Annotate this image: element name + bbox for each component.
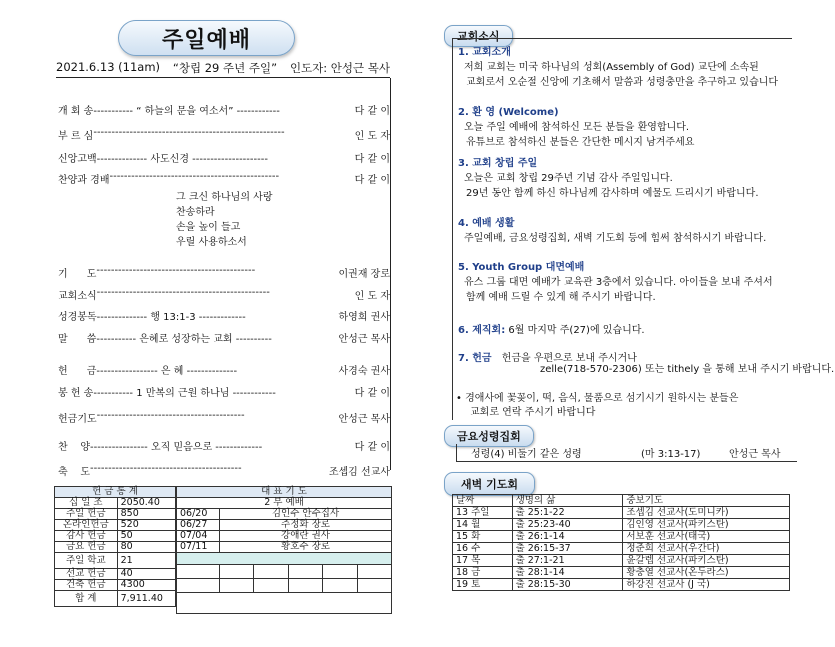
order-item bbox=[58, 330, 390, 345]
offering-amount: 2050.40 bbox=[117, 498, 175, 509]
offering-kind: 온라인헌금 bbox=[55, 520, 118, 531]
prayer-date: 06/27 bbox=[177, 520, 220, 531]
order-leader: 안성근 목사 bbox=[338, 334, 390, 345]
order-label: 말 씀 bbox=[58, 334, 97, 345]
dawn-cell: 15 화 bbox=[453, 531, 513, 543]
order-item bbox=[58, 265, 390, 280]
dawn-cell: 18 금 bbox=[453, 567, 513, 579]
offering-row bbox=[55, 580, 176, 591]
prayer-table bbox=[176, 486, 392, 614]
offering-row bbox=[55, 509, 176, 520]
dawn-cell: 출 25:1-22 bbox=[512, 507, 623, 519]
order-detail: ----------------- 은 혜 -------------- bbox=[96, 366, 238, 377]
friday-row bbox=[456, 444, 797, 462]
order-label: 신앙고백 bbox=[58, 154, 97, 165]
offering-row bbox=[55, 498, 176, 509]
lyric-line: 찬송하라 bbox=[176, 207, 215, 218]
dawn-cell: 13 주일 bbox=[453, 507, 513, 519]
order-item bbox=[58, 362, 390, 377]
dawn-row bbox=[453, 531, 790, 543]
news-line: 유튜브로 참석하신 분들은 간단한 메시지 남겨주세요 bbox=[466, 137, 695, 148]
order-label: 찬 양 bbox=[58, 442, 91, 453]
prayer-date: 07/04 bbox=[177, 531, 220, 542]
lyrics bbox=[176, 190, 272, 250]
order-item bbox=[58, 438, 390, 453]
offering-amount: 80 bbox=[117, 542, 175, 553]
prayer-header: 대 표 기 도 bbox=[177, 487, 392, 498]
order-item bbox=[58, 463, 390, 478]
offering-kind: 감사 헌금 bbox=[55, 531, 118, 542]
dawn-row bbox=[453, 567, 790, 579]
order-leader: 사경숙 권사 bbox=[335, 366, 390, 377]
dawn-cell: 정준희 선교사(우간다) bbox=[623, 543, 790, 555]
order-detail: ------------------------------------------------ bbox=[96, 287, 270, 298]
friday-title: 금요성령집회 bbox=[444, 425, 534, 447]
divider bbox=[390, 78, 391, 470]
order-item bbox=[58, 102, 390, 117]
order-label: 축 도 bbox=[58, 467, 91, 478]
dawn-row bbox=[453, 543, 790, 555]
news-item bbox=[458, 217, 766, 246]
offering-kind: 선교 헌금 bbox=[55, 569, 118, 580]
order-leader: 인 도 자 bbox=[354, 131, 390, 142]
dawn-row bbox=[453, 555, 790, 567]
news-item bbox=[458, 46, 778, 90]
divider bbox=[452, 38, 453, 420]
order-label: 기 도 bbox=[58, 269, 97, 280]
order-label: 헌금기도 bbox=[58, 414, 97, 425]
order-detail: ----------------------------------------------------- bbox=[93, 127, 285, 138]
order-detail: -------------- 사도신경 --------------------- bbox=[96, 154, 268, 165]
offering-table bbox=[54, 486, 176, 607]
offering-row bbox=[55, 569, 176, 580]
order-leader: 다 같 이 bbox=[351, 106, 390, 117]
offering-header: 헌 금 통 계 bbox=[55, 487, 176, 498]
dawn-cell: 출 25:23-40 bbox=[512, 519, 623, 531]
dawn-row bbox=[453, 579, 790, 591]
prayer-row bbox=[177, 509, 392, 520]
order-item bbox=[58, 308, 390, 323]
dawn-header: 중보기도 bbox=[623, 495, 790, 507]
offering-kind: 건축 헌금 bbox=[55, 580, 118, 591]
order-item bbox=[58, 171, 390, 186]
order-detail: ----------------------------------------------- bbox=[109, 171, 280, 182]
order-leader: 조셉김 선교사 bbox=[328, 467, 390, 478]
offering-kind: 금요 헌금 bbox=[55, 542, 118, 553]
order-detail: ----------------------------------------- bbox=[96, 410, 245, 421]
offering-amount: 4300 bbox=[117, 580, 175, 591]
order-detail: ---------------- 오직 믿음으로 ------------- bbox=[90, 442, 263, 453]
news-heading: 5. Youth Group 대면예배 bbox=[458, 262, 585, 273]
order-label: 개 회 송 bbox=[58, 106, 94, 117]
offering-amount: 21 bbox=[117, 553, 175, 569]
news-heading: 1. 교회소개 bbox=[458, 47, 511, 58]
dawn-cell: 윤갈렙 선교사(파키스탄) bbox=[623, 555, 790, 567]
page-title: 주일예배 bbox=[118, 20, 295, 56]
service-date: 2021.6.13 (11am) bbox=[56, 60, 161, 74]
offering-amount: 520 bbox=[117, 520, 175, 531]
dawn-cell: 16 수 bbox=[453, 543, 513, 555]
news-line: 함께 예배 드릴 수 있게 해 주시기 바랍니다. bbox=[466, 292, 656, 303]
news-heading: 2. 환 영 (Welcome) bbox=[458, 107, 559, 118]
order-label: 찬양과 경배 bbox=[58, 175, 110, 186]
news-item bbox=[458, 261, 773, 305]
prayer-name: 강애란 권사 bbox=[220, 531, 392, 542]
dawn-cell: 출 28:1-14 bbox=[512, 567, 623, 579]
prayer-date: 07/11 bbox=[177, 542, 220, 553]
order-detail: ------------------------------------------ bbox=[90, 463, 242, 474]
news-item-7-line2: zelle(718-570-2306) 또는 tithely 을 통해 보내 주시기 바랍니다. bbox=[540, 364, 835, 375]
news-line: 29년 동안 함께 하신 하나님께 감사하며 예물도 드리시기 바랍니다. bbox=[466, 188, 759, 199]
dawn-cell: 출 26:1-14 bbox=[512, 531, 623, 543]
dawn-cell: 17 목 bbox=[453, 555, 513, 567]
dawn-cell: 출 26:15-37 bbox=[512, 543, 623, 555]
lyric-line: 손을 높이 들고 bbox=[176, 222, 241, 233]
news-item-6: 6. 제직회: 6월 마지막 주(27)에 있습니다. bbox=[458, 325, 645, 336]
dawn-row bbox=[453, 507, 790, 519]
order-leader: 안성근 목사 bbox=[335, 414, 390, 425]
news-heading: 4. 예배 생활 bbox=[458, 218, 515, 229]
offering-row bbox=[55, 520, 176, 531]
order-item bbox=[58, 287, 390, 302]
prayer-row bbox=[177, 542, 392, 553]
preacher-info: 인도자: 안성근 목사 bbox=[289, 61, 390, 75]
news-item-8-line2: 교회로 연락 주시기 바랍니다 bbox=[470, 407, 596, 418]
order-detail: -------------- 행 13:1-3 ------------- bbox=[96, 312, 246, 323]
news-heading: 3. 교회 창립 주일 bbox=[458, 158, 538, 169]
offering-kind: 십 일 조 bbox=[55, 498, 118, 509]
order-leader: 다 같 이 bbox=[351, 388, 390, 399]
order-item bbox=[58, 410, 390, 425]
prayer-name: 김인수 안수집사 bbox=[220, 509, 392, 520]
order-detail: ----------- 1 만복의 근원 하나님 ------------ bbox=[93, 388, 276, 399]
order-leader: 다 같 이 bbox=[354, 175, 390, 186]
friday-ref: (마 3:13-17) bbox=[641, 449, 701, 460]
news-title: 교회소식 bbox=[444, 25, 513, 47]
prayer-row bbox=[177, 520, 392, 531]
dawn-table bbox=[452, 494, 790, 591]
news-line: 유스 그룹 대면 예배가 교육관 3층에서 있습니다. 아이들을 보내 주셔서 bbox=[464, 277, 773, 288]
lyric-line: 그 크신 하나님의 사랑 bbox=[176, 192, 273, 203]
prayer-name: 주정화 장로 bbox=[220, 520, 392, 531]
order-detail: ----------- 은혜로 성장하는 교회 ---------- bbox=[96, 334, 272, 345]
dawn-cell: 출 28:15-30 bbox=[512, 579, 623, 591]
offering-kind: 주일 헌금 bbox=[55, 509, 118, 520]
dawn-cell: 황충열 선교사(온두라스) bbox=[623, 567, 790, 579]
service-info bbox=[56, 60, 390, 76]
order-item bbox=[58, 384, 390, 399]
offering-amount: 7,911.40 bbox=[117, 591, 175, 607]
news-line: 저희 교회는 미국 하나님의 성회(Assembly of God) 교단에 소속된 bbox=[464, 62, 759, 73]
dawn-row bbox=[453, 519, 790, 531]
dawn-cell: 하강진 선교사 (J 국) bbox=[623, 579, 790, 591]
prayer-sub: 2 부 예배 bbox=[177, 498, 392, 509]
friday-preacher: 안성근 목사 bbox=[729, 449, 781, 460]
prayer-row bbox=[177, 531, 392, 542]
prayer-date: 06/20 bbox=[177, 509, 220, 520]
dawn-header: 날짜 bbox=[453, 495, 513, 507]
divider bbox=[56, 77, 390, 78]
service-theme: “창립 29 주년 주일” bbox=[172, 61, 278, 75]
news-item-8: • 경애사에 꽃꽂이, 떡, 음식, 물품으로 섬기시기 원하시는 분들은 bbox=[456, 393, 739, 404]
order-label: 부 르 심 bbox=[58, 131, 94, 142]
order-label: 성경봉독 bbox=[58, 312, 97, 323]
offering-row bbox=[55, 542, 176, 553]
order-leader: 인 도 자 bbox=[354, 291, 390, 302]
news-line: 교회로서 오순절 신앙에 기초해서 말씀과 성령충만을 추구하고 있습니다 bbox=[466, 77, 779, 88]
order-label: 봉 헌 송 bbox=[58, 388, 94, 399]
offering-row bbox=[55, 591, 176, 607]
lyric-line: 우릴 사용하소서 bbox=[176, 237, 247, 248]
dawn-title: 새벽 기도회 bbox=[444, 472, 535, 496]
dawn-cell: 김인영 선교사(파키스탄) bbox=[623, 519, 790, 531]
order-item bbox=[58, 150, 390, 165]
news-line: 주일예배, 금요성령집회, 새벽 기도회 등에 힘써 참석하시기 바랍니다. bbox=[464, 233, 767, 244]
offering-row bbox=[55, 531, 176, 542]
order-leader: 다 같 이 bbox=[354, 154, 390, 165]
dawn-cell: 서보훈 선교사(태국) bbox=[623, 531, 790, 543]
offering-kind: 합 계 bbox=[55, 591, 118, 607]
dawn-cell: 조셉김 선교사(도미니카) bbox=[623, 507, 790, 519]
news-line: 오늘은 교회 창립 29주년 기념 감사 주일입니다. bbox=[464, 173, 673, 184]
offering-amount: 50 bbox=[117, 531, 175, 542]
order-label: 교회소식 bbox=[58, 291, 97, 302]
order-item bbox=[58, 127, 390, 142]
order-detail: ----------- “ 하늘의 문을 여소서” ------------ bbox=[93, 106, 280, 117]
order-label: 헌 금 bbox=[58, 366, 97, 377]
dawn-cell: 19 토 bbox=[453, 579, 513, 591]
order-leader: 다 같 이 bbox=[354, 442, 390, 453]
prayer-name: 황호수 장로 bbox=[220, 542, 392, 553]
dawn-cell: 출 27:1-21 bbox=[512, 555, 623, 567]
order-leader: 하영희 권사 bbox=[335, 312, 390, 323]
news-item bbox=[458, 106, 694, 150]
offering-row bbox=[55, 553, 176, 569]
news-item bbox=[458, 157, 759, 201]
offering-amount: 850 bbox=[117, 509, 175, 520]
offering-amount: 40 bbox=[117, 569, 175, 580]
news-line: 오늘 주일 예배에 참석하신 모든 분들을 환영합니다. bbox=[464, 122, 690, 133]
divider bbox=[452, 38, 792, 39]
dawn-cell: 14 월 bbox=[453, 519, 513, 531]
dawn-header: 생명의 삶 bbox=[512, 495, 623, 507]
news-item-7: 7. 헌금 헌금을 우편으로 보내 주시거나 bbox=[458, 353, 637, 364]
friday-song: 성령(4) 비둘기 같은 성령 bbox=[471, 449, 582, 460]
offering-kind: 주일 학교 bbox=[55, 553, 118, 569]
order-detail: -------------------------------------------- bbox=[96, 265, 256, 276]
order-leader: 이권재 장로 bbox=[335, 269, 390, 280]
